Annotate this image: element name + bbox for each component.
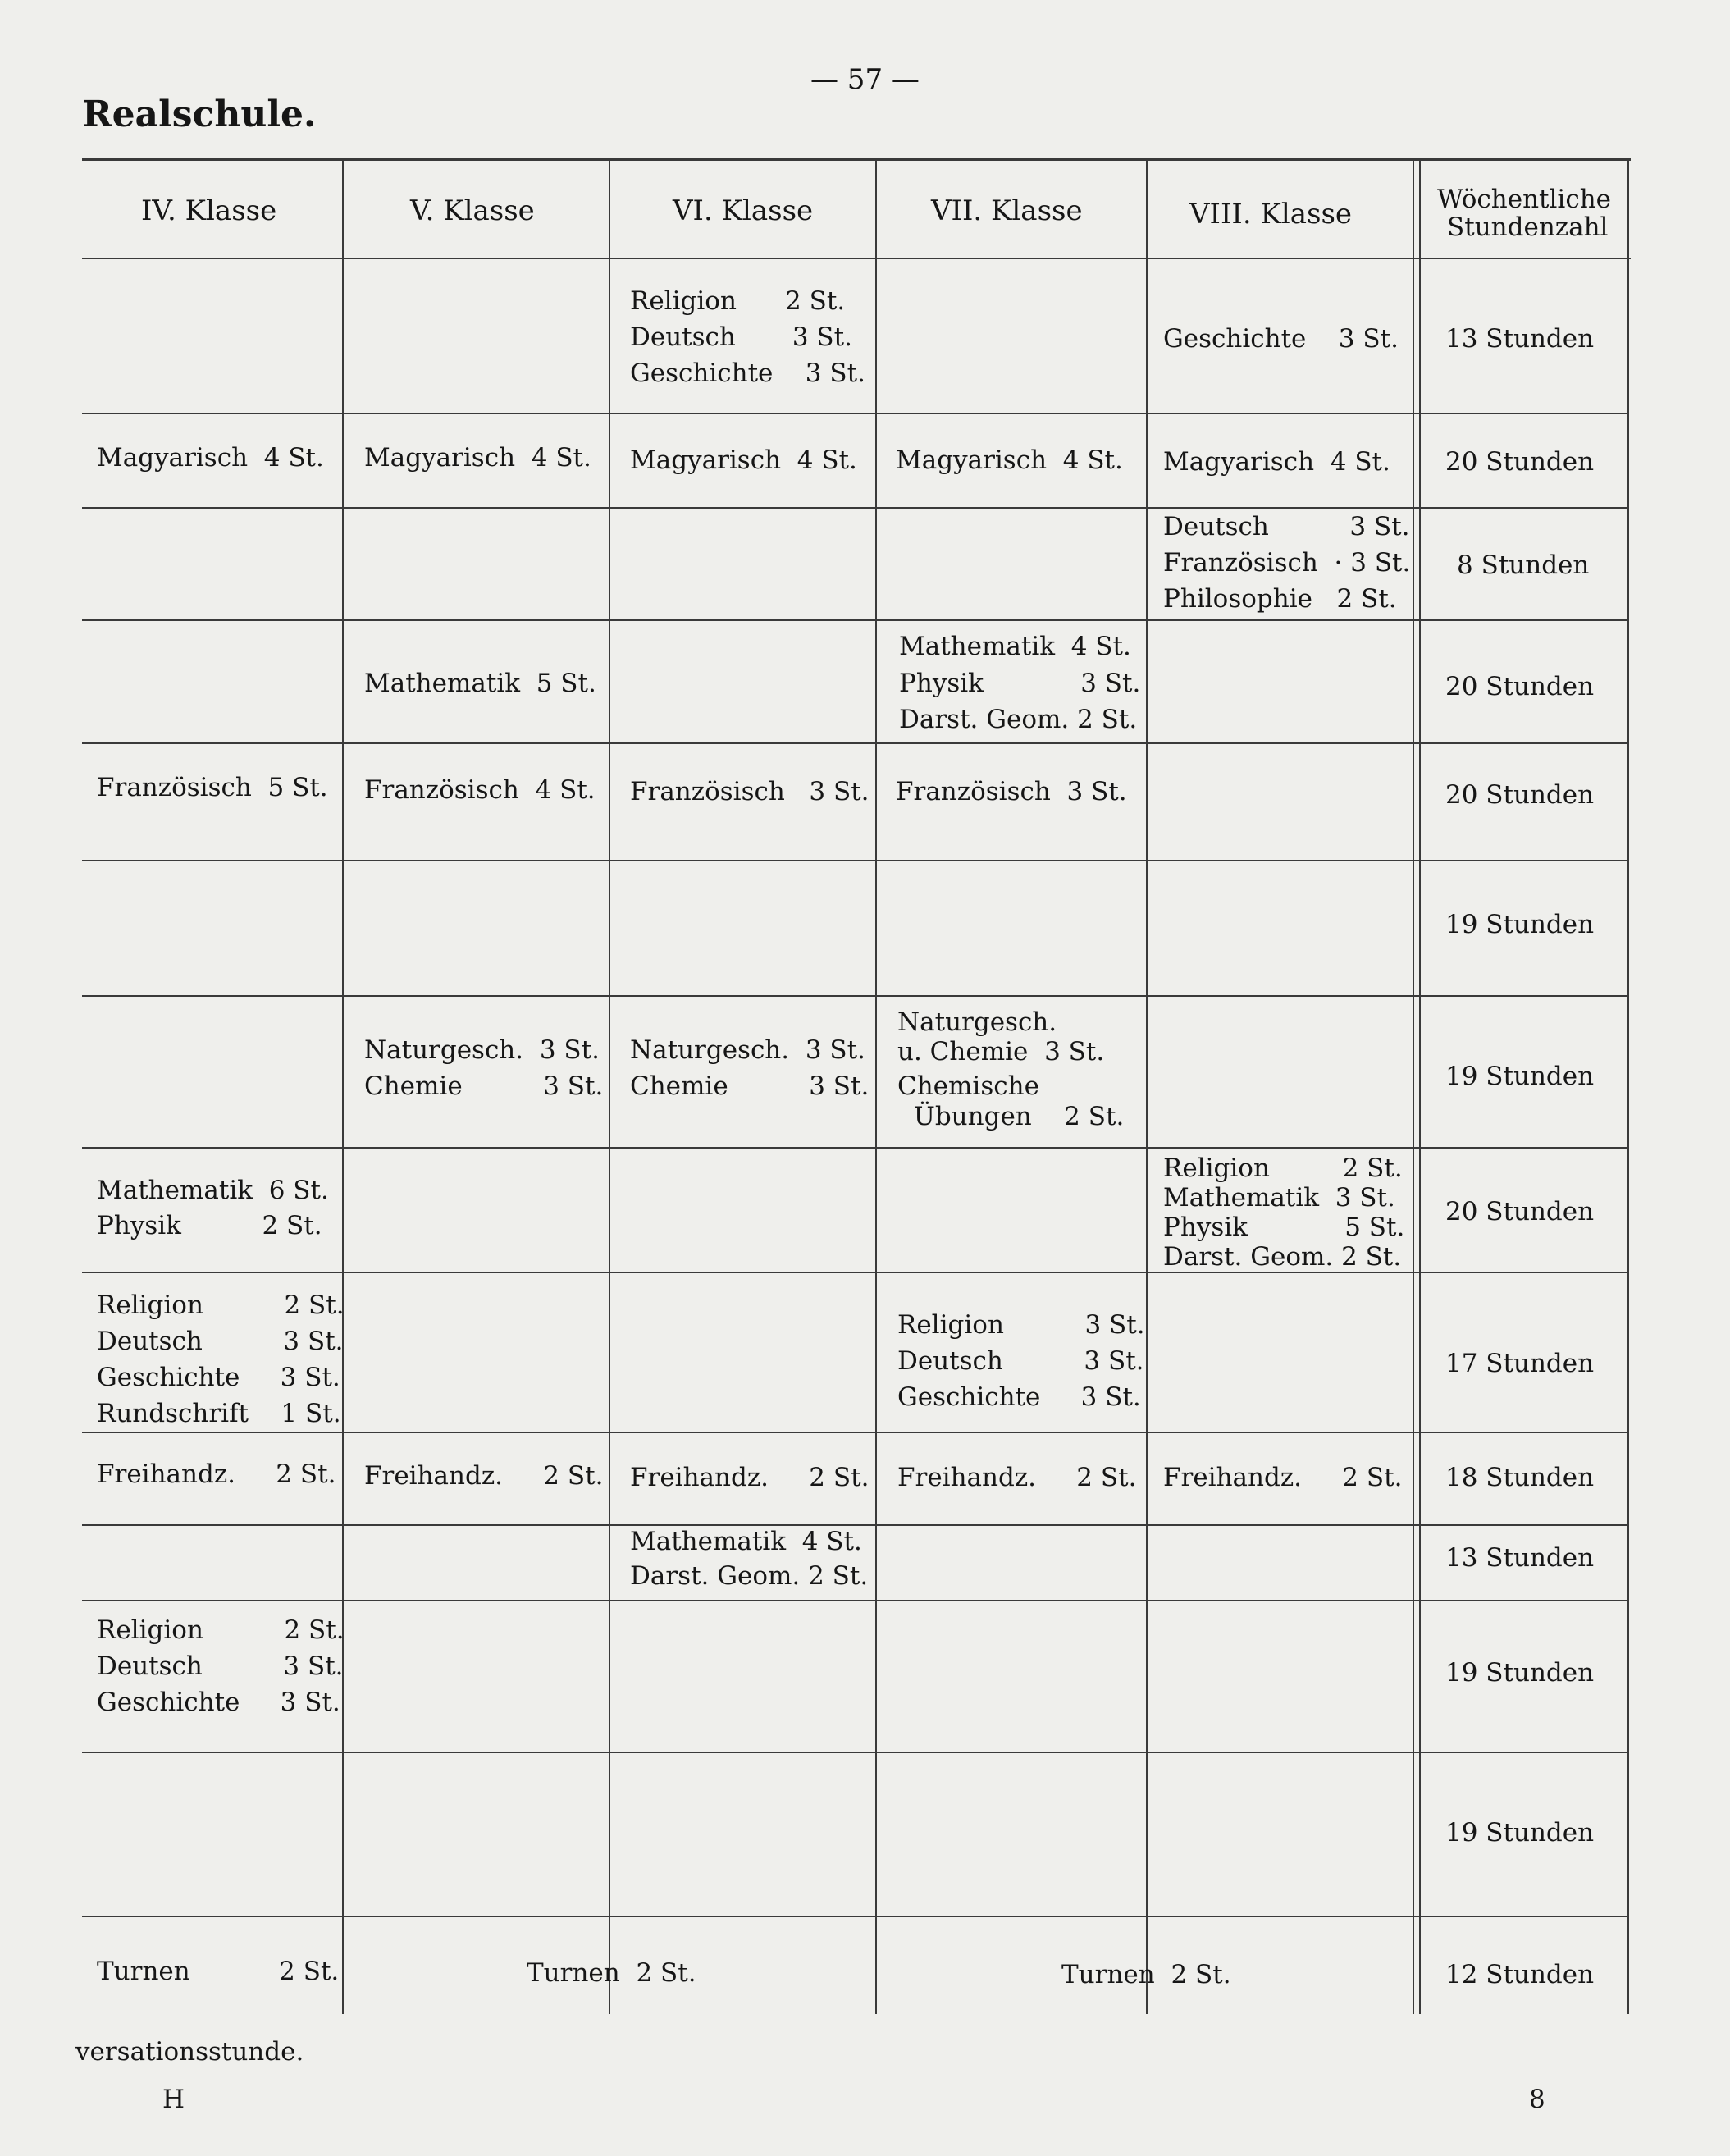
column-rule [1627,158,1629,2014]
header-rule [82,258,1631,259]
header-class-8: VIII. Klasse [1189,198,1353,231]
subject-entry: Chemie 3 St. [630,1071,870,1101]
subject-entry: Mathematik 4 St. [899,632,1131,661]
subject-entry: Französisch · 3 St. [1163,548,1411,578]
subject-entry: Freihandz. 2 St. [630,1463,870,1492]
signature-mark: H [162,2085,185,2114]
subject-entry: Naturgesch. [897,1007,1057,1037]
weekly-total: 19 Stunden [1445,910,1595,939]
weekly-total: 12 Stunden [1445,1960,1595,1989]
subject-entry: Turnen 2 St. [1061,1960,1231,1989]
subject-entry: Religion 3 St. [897,1310,1145,1340]
row-rule [82,1600,1627,1601]
subject-entry: Deutsch 3 St. [630,322,852,352]
subject-entry: Magyarisch 4 St. [364,443,591,473]
column-rule [342,158,344,2014]
row-rule [82,742,1627,744]
subject-entry: Geschichte 3 St. [630,359,865,388]
subject-entry: Religion 2 St. [97,1290,345,1320]
header-class-4: IV. Klasse [141,194,277,227]
footer-text: versationsstunde. [75,2037,304,2067]
subject-entry: Religion 2 St. [1163,1153,1403,1183]
column-rule [1413,158,1414,2014]
weekly-total: 17 Stunden [1445,1349,1595,1378]
column-rule [1146,158,1148,2014]
subject-entry: Magyarisch 4 St. [1163,447,1390,477]
weekly-total: 20 Stunden [1445,447,1595,477]
subject-entry: Darst. Geom. 2 St. [1163,1242,1402,1272]
subject-entry: Mathematik 5 St. [364,669,596,698]
weekly-total: 19 Stunden [1445,1062,1595,1091]
subject-entry: Darst. Geom. 2 St. [630,1561,869,1591]
header-hours: Wöchentliche [1437,185,1612,214]
row-rule [82,507,1627,509]
header-hours: Stundenzahl [1447,212,1609,242]
subject-entry: Geschichte 3 St. [897,1382,1141,1412]
subject-entry: Naturgesch. 3 St. [630,1035,865,1065]
row-rule [82,1147,1627,1149]
subject-entry: Rundschrift 1 St. [97,1399,341,1428]
page-number: — 57 — [810,63,920,96]
subject-entry: Geschichte 3 St. [97,1363,340,1392]
subject-entry: Französisch 5 St. [97,773,328,802]
subject-entry: Religion 2 St. [97,1615,345,1645]
page-title: Realschule. [82,94,317,135]
sheet-number: 8 [1529,2085,1545,2114]
row-rule [82,1272,1627,1273]
row-rule [82,860,1627,861]
subject-entry: Geschichte 3 St. [1163,324,1399,354]
subject-entry: Physik 5 St. [1163,1213,1405,1242]
subject-entry: Freihandz. 2 St. [1163,1463,1403,1492]
column-rule [875,158,877,2014]
subject-entry: Religion 2 St. [630,286,846,316]
weekly-total: 19 Stunden [1445,1818,1595,1848]
row-rule [82,413,1627,414]
column-rule [609,158,610,2014]
header-class-7: VII. Klasse [931,194,1083,227]
subject-entry: Mathematik 4 St. [630,1527,862,1556]
subject-entry: Physik 2 St. [97,1211,322,1240]
subject-entry: Magyarisch 4 St. [896,445,1123,475]
subject-entry: Französisch 4 St. [364,775,596,805]
row-rule [82,1524,1627,1526]
subject-entry: Deutsch 3 St. [897,1346,1144,1376]
weekly-total: 20 Stunden [1445,1197,1595,1226]
row-rule [82,619,1627,621]
subject-entry: u. Chemie 3 St. [897,1037,1105,1067]
weekly-total: 20 Stunden [1445,672,1595,701]
subject-entry: Philosophie 2 St. [1163,584,1397,614]
subject-entry: Turnen 2 St. [97,1957,340,1986]
subject-entry: Magyarisch 4 St. [97,443,324,473]
row-rule [82,1916,1627,1917]
subject-entry: Deutsch 3 St. [1163,512,1410,541]
weekly-total: 20 Stunden [1445,780,1595,810]
row-rule [82,1432,1627,1433]
subject-entry: Chemie 3 St. [364,1071,604,1101]
column-rule [1419,158,1421,2014]
subject-entry: Chemische [897,1071,1039,1101]
subject-entry: Naturgesch. 3 St. [364,1035,600,1065]
subject-entry: Französisch 3 St. [630,777,870,806]
subject-entry: Übungen 2 St. [897,1102,1125,1131]
header-class-5: V. Klasse [410,194,535,227]
subject-entry: Turnen 2 St. [527,1958,696,1988]
subject-entry: Freihandz. 2 St. [364,1461,604,1491]
subject-entry: Mathematik 3 St. [1163,1183,1395,1213]
weekly-total: 13 Stunden [1445,1543,1595,1573]
subject-entry: Französisch 3 St. [896,777,1127,806]
row-rule [82,1752,1627,1753]
subject-entry: Freihandz. 2 St. [97,1459,336,1489]
row-rule [82,995,1627,997]
weekly-total: 19 Stunden [1445,1658,1595,1688]
header-class-6: VI. Klasse [673,194,814,227]
weekly-total: 13 Stunden [1445,324,1595,354]
subject-entry: Deutsch 3 St. [97,1651,344,1681]
subject-entry: Geschichte 3 St. [97,1688,340,1717]
weekly-total: 8 Stunden [1457,550,1590,580]
subject-entry: Magyarisch 4 St. [630,445,857,475]
subject-entry: Freihandz. 2 St. [897,1463,1137,1492]
subject-entry: Darst. Geom. 2 St. [899,705,1138,734]
subject-entry: Mathematik 6 St. [97,1176,329,1205]
subject-entry: Physik 3 St. [899,669,1141,698]
subject-entry: Deutsch 3 St. [97,1327,344,1356]
weekly-total: 18 Stunden [1445,1463,1595,1492]
table-top-rule [82,158,1631,161]
